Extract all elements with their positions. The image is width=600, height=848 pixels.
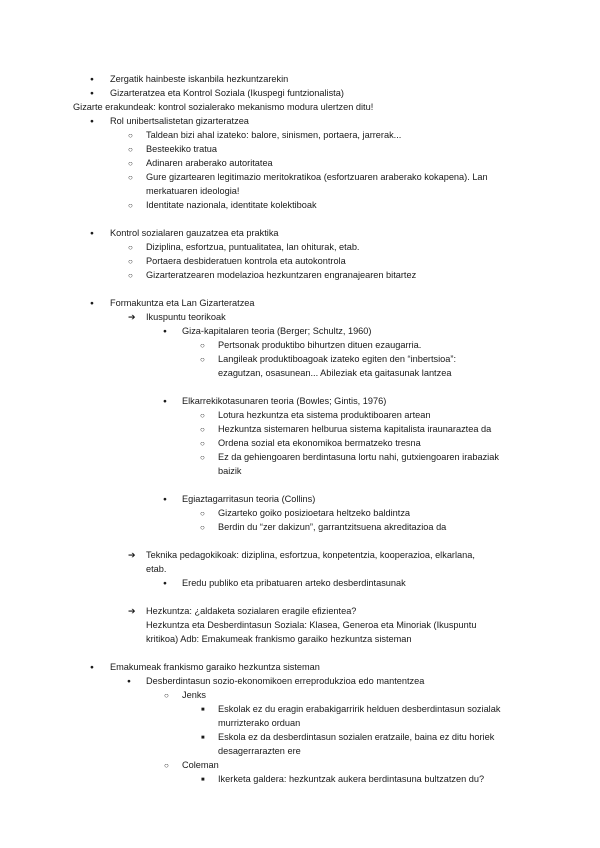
list-item: Ez da gehiengoaren berdintasuna lortu nahi, gutxiengoaren irabaziak: [218, 452, 499, 462]
circle-bullet-icon: [200, 354, 205, 365]
square-bullet-icon: [201, 704, 205, 717]
circle-bullet-icon: [200, 522, 205, 533]
list-item-continuation: ezagutzan, osasunean... Abileziak eta gaitasunak lantzea: [218, 368, 452, 378]
circle-bullet-icon: [200, 424, 205, 435]
list-item: Rol unibertsalistetan gizarteratzea: [110, 116, 249, 126]
bullet-icon: [90, 662, 94, 674]
list-item-continuation: etab.: [146, 564, 167, 574]
square-bullet-icon: [201, 774, 205, 787]
arrow-bullet-icon: [128, 312, 136, 323]
paragraph-line: Gizarte erakundeak: kontrol sozialerako mekanismo modura ulertzen ditu!: [73, 102, 374, 112]
list-item: Gizarteko goiko posizioetara heltzeko baldintza: [218, 508, 411, 518]
list-item: Jenks: [182, 690, 207, 700]
list-item: Egiaztagarritasun teoria (Collins): [182, 494, 316, 504]
circle-bullet-icon: [128, 200, 133, 211]
bullet-icon: [90, 74, 94, 86]
list-item: Gizarteratzearen modelazioa hezkuntzaren engranajearen bitartez: [146, 270, 417, 280]
list-item: Giza-kapitalaren teoria (Berger; Schultz, 1960): [182, 326, 372, 336]
list-item: Pertsonak produktibo bihurtzen dituen ezaugarria.: [218, 340, 422, 350]
list-item-continuation: kritikoa) Adb: Emakumeak frankismo garaiko hezkuntza sisteman: [146, 634, 412, 644]
list-item: Zergatik hainbeste iskanbila hezkuntzarekin: [110, 74, 289, 84]
list-item: Portaera desbideratuen kontrola eta autokontrola: [146, 256, 346, 266]
list-item-continuation: desagerrarazten ere: [218, 746, 301, 756]
list-item: Formakuntza eta Lan Gizarteratzea: [110, 298, 255, 308]
bullet-icon: [163, 326, 167, 338]
bullet-icon: [163, 494, 167, 506]
list-item: Eredu publiko eta pribatuaren arteko desberdintasunak: [182, 578, 406, 588]
list-item: Hezkuntza sistemaren helburua sistema kapitalista iraunaraztea da: [218, 424, 492, 434]
arrow-bullet-icon: [128, 550, 136, 561]
list-item: Hezkuntza: ¿aldaketa sozialaren eragile efizientea?: [146, 606, 357, 616]
list-item: Lotura hezkuntza eta sistema produktiboaren artean: [218, 410, 431, 420]
list-item: Ikuspuntu teorikoak: [146, 312, 226, 322]
list-item: Gizarteratzea eta Kontrol Soziala (Ikuspegi funtzionalista): [110, 88, 344, 98]
circle-bullet-icon: [128, 172, 133, 183]
bullet-icon: [90, 228, 94, 240]
list-item: Ordena sozial eta ekonomikoa bermatzeko tresna: [218, 438, 421, 448]
bullet-icon: [90, 88, 94, 100]
square-bullet-icon: [201, 732, 205, 745]
circle-bullet-icon: [128, 144, 133, 155]
circle-bullet-icon: [164, 690, 169, 701]
circle-bullet-icon: [128, 158, 133, 169]
list-item: Adinaren araberako autoritatea: [146, 158, 273, 168]
list-item: Desberdintasun sozio-ekonomikoen erreprodukzioa edo mantentzea: [146, 676, 425, 686]
list-item: Taldean bizi ahal izateko: balore, sinismen, portaera, jarrerak...: [146, 130, 402, 140]
list-item: Diziplina, esfortzua, puntualitatea, lan ohiturak, etab.: [146, 242, 360, 252]
list-item: Elkarrekikotasunaren teoria (Bowles; Gintis, 1976): [182, 396, 387, 406]
circle-bullet-icon: [128, 270, 133, 281]
circle-bullet-icon: [200, 452, 205, 463]
list-item-continuation: baizik: [218, 466, 242, 476]
bullet-icon: [163, 396, 167, 408]
circle-bullet-icon: [200, 340, 205, 351]
list-item: Berdin du “zer dakizun”, garrantzitsuena akreditazioa da: [218, 522, 447, 532]
circle-bullet-icon: [128, 242, 133, 253]
bullet-icon: [127, 676, 131, 688]
list-item: Langileak produktiboagoak izateko egiten den “inbertsioa”:: [218, 354, 457, 364]
circle-bullet-icon: [128, 130, 133, 141]
list-item-continuation: murrizterako orduan: [218, 718, 301, 728]
list-item: Besteekiko tratua: [146, 144, 217, 154]
arrow-bullet-icon: [128, 606, 136, 617]
list-item: Kontrol sozialaren gauzatzea eta praktika: [110, 228, 279, 238]
circle-bullet-icon: [200, 508, 205, 519]
list-item: Identitate nazionala, identitate kolektiboak: [146, 200, 317, 210]
bullet-icon: [90, 298, 94, 310]
list-item: Ikerketa galdera: hezkuntzak aukera berdintasuna bultzatzen du?: [218, 774, 485, 784]
bullet-icon: [90, 116, 94, 128]
circle-bullet-icon: [200, 410, 205, 421]
list-item: Eskola ez da desberdintasun sozialen eratzaile, baina ez ditu horiek: [218, 732, 495, 742]
bullet-icon: [163, 578, 167, 590]
list-item-continuation: Hezkuntza eta Desberdintasun Soziala: Klasea, Generoa eta Minoriak (Ikuspuntu: [146, 620, 477, 630]
list-item: Eskolak ez du eragin erabakigarririk helduen desberdintasun sozialak: [218, 704, 501, 714]
circle-bullet-icon: [128, 256, 133, 267]
list-item: Gure gizartearen legitimazio meritokratikoa (esfortzuaren araberako kokapena). Lan: [146, 172, 488, 182]
list-item: Coleman: [182, 760, 219, 770]
list-item-continuation: merkatuaren ideologia!: [146, 186, 240, 196]
circle-bullet-icon: [200, 438, 205, 449]
list-item: Emakumeak frankismo garaiko hezkuntza sisteman: [110, 662, 320, 672]
circle-bullet-icon: [164, 760, 169, 771]
list-item: Teknika pedagokikoak: diziplina, esfortzua, konpetentzia, kooperazioa, elkarlana,: [146, 550, 475, 560]
